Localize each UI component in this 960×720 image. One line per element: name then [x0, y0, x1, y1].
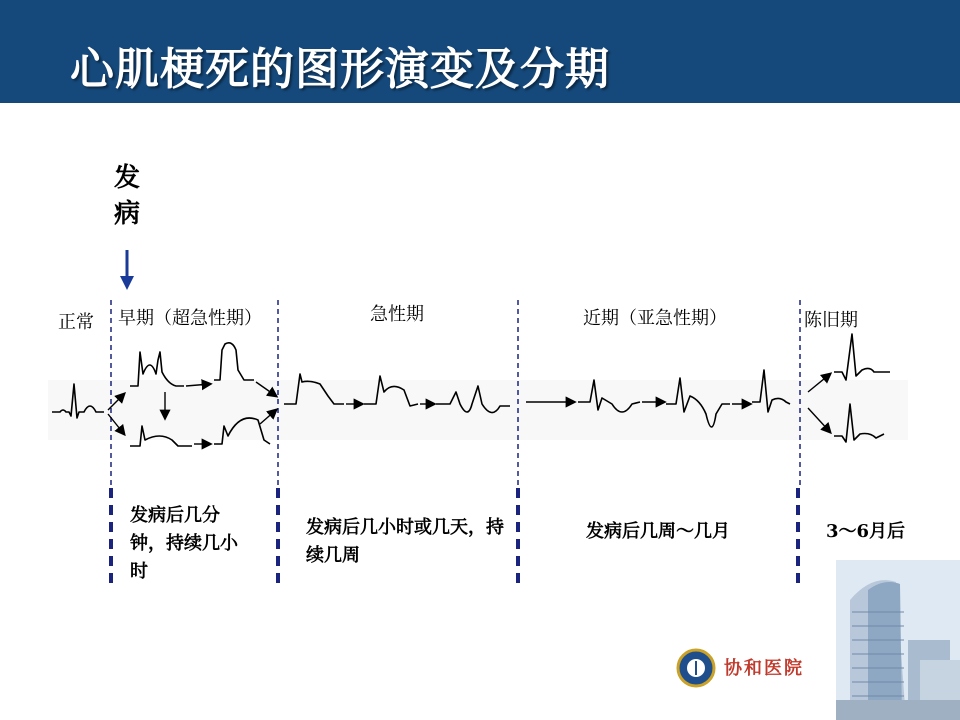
hospital-logo-text: 协和医院	[724, 658, 804, 679]
phase-old-label: 陈旧期	[804, 310, 858, 331]
ecg-early-upper-2	[214, 343, 254, 380]
duration-early: 发病后几分钟，持续几小时	[130, 505, 238, 582]
phase-normal-label: 正常	[58, 312, 94, 333]
ecg-old-upper	[834, 334, 890, 380]
slide-title: 心肌梗死的图形演变及分期	[70, 44, 610, 95]
duration-old: 3～6月后	[826, 521, 906, 542]
onset-label: 发 病	[114, 163, 141, 229]
phase-acute-label: 急性期	[370, 304, 424, 325]
hospital-emblem-icon	[676, 648, 716, 688]
duration-recent: 发病后几周～几月	[586, 521, 730, 542]
hospital-building-image	[836, 560, 960, 720]
phase-recent-label: 近期（亚急性期）	[583, 308, 727, 329]
onset-arrow	[120, 250, 134, 290]
phase-early-label: 早期（超急性期）	[118, 308, 262, 329]
hospital-logo	[676, 648, 846, 688]
duration-acute: 发病后几小时或几天，持续几周	[306, 517, 504, 566]
